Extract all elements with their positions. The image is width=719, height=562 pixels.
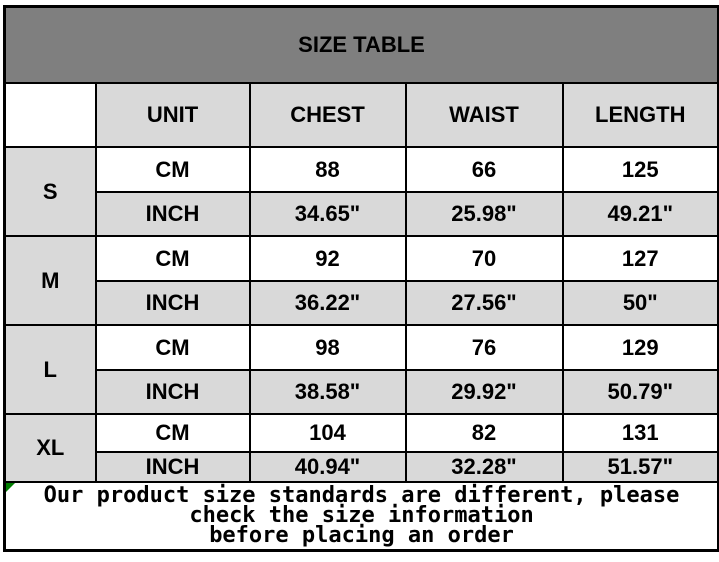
unit-label-s-inch: INCH [96, 192, 250, 236]
col-header-waist: WAIST [406, 83, 563, 147]
cell-xl-inch-waist: 32.28" [406, 452, 563, 482]
cell-m-inch-chest: 36.22" [250, 281, 406, 325]
title-row [5, 7, 719, 84]
cell-l-inch-length: 50.79" [563, 370, 719, 414]
row-xl-inch [5, 452, 719, 482]
size-label-s: S [5, 147, 96, 236]
footer-note-line2: before placing an order [209, 523, 514, 548]
cell-l-cm-chest: 98 [250, 325, 406, 370]
row-s-inch [5, 192, 719, 236]
cell-xl-cm-chest: 104 [250, 414, 406, 452]
unit-label-m-inch: INCH [96, 281, 250, 325]
cell-l-inch-chest: 38.58" [250, 370, 406, 414]
row-m-inch [5, 281, 719, 325]
cell-xl-cm-waist: 82 [406, 414, 563, 452]
cell-m-cm-chest: 92 [250, 236, 406, 281]
cell-xl-inch-chest: 40.94" [250, 452, 406, 482]
size-label-m: M [5, 236, 96, 325]
unit-label-s-cm: CM [96, 147, 250, 192]
unit-label-xl-cm: CM [96, 414, 250, 452]
cell-m-cm-waist: 70 [406, 236, 563, 281]
row-xl-cm [5, 414, 719, 452]
footer-note [5, 482, 719, 551]
unit-label-m-cm: CM [96, 236, 250, 281]
row-l-inch [5, 370, 719, 414]
col-header-unit: UNIT [96, 83, 250, 147]
cell-s-cm-length: 125 [563, 147, 719, 192]
cell-xl-cm-length: 131 [563, 414, 719, 452]
cell-l-cm-waist: 76 [406, 325, 563, 370]
cell-s-cm-waist: 66 [406, 147, 563, 192]
footer-row [5, 482, 719, 551]
cell-s-inch-chest: 34.65" [250, 192, 406, 236]
size-label-l: L [5, 325, 96, 414]
cell-s-inch-length: 49.21" [563, 192, 719, 236]
cell-l-inch-waist: 29.92" [406, 370, 563, 414]
unit-label-l-cm: CM [96, 325, 250, 370]
cell-m-inch-waist: 27.56" [406, 281, 563, 325]
unit-label-l-inch: INCH [96, 370, 250, 414]
size-label-xl: XL [5, 414, 96, 482]
row-l-cm [5, 325, 719, 370]
column-header-row [5, 83, 719, 147]
corner-diagonal-cell [5, 83, 96, 147]
cell-s-inch-waist: 25.98" [406, 192, 563, 236]
cell-m-inch-length: 50" [563, 281, 719, 325]
footer-note-line1: Our product size standards are different, please check the size information [43, 483, 680, 528]
row-s-cm [5, 147, 719, 192]
col-header-chest: CHEST [250, 83, 406, 147]
page-title: SIZE TABLE [5, 7, 719, 84]
cell-xl-inch-length: 51.57" [563, 452, 719, 482]
row-m-cm [5, 236, 719, 281]
cell-m-cm-length: 127 [563, 236, 719, 281]
cell-l-cm-length: 129 [563, 325, 719, 370]
col-header-length: LENGTH [563, 83, 719, 147]
size-table [3, 5, 719, 552]
unit-label-xl-inch: INCH [96, 452, 250, 482]
cell-s-cm-chest: 88 [250, 147, 406, 192]
